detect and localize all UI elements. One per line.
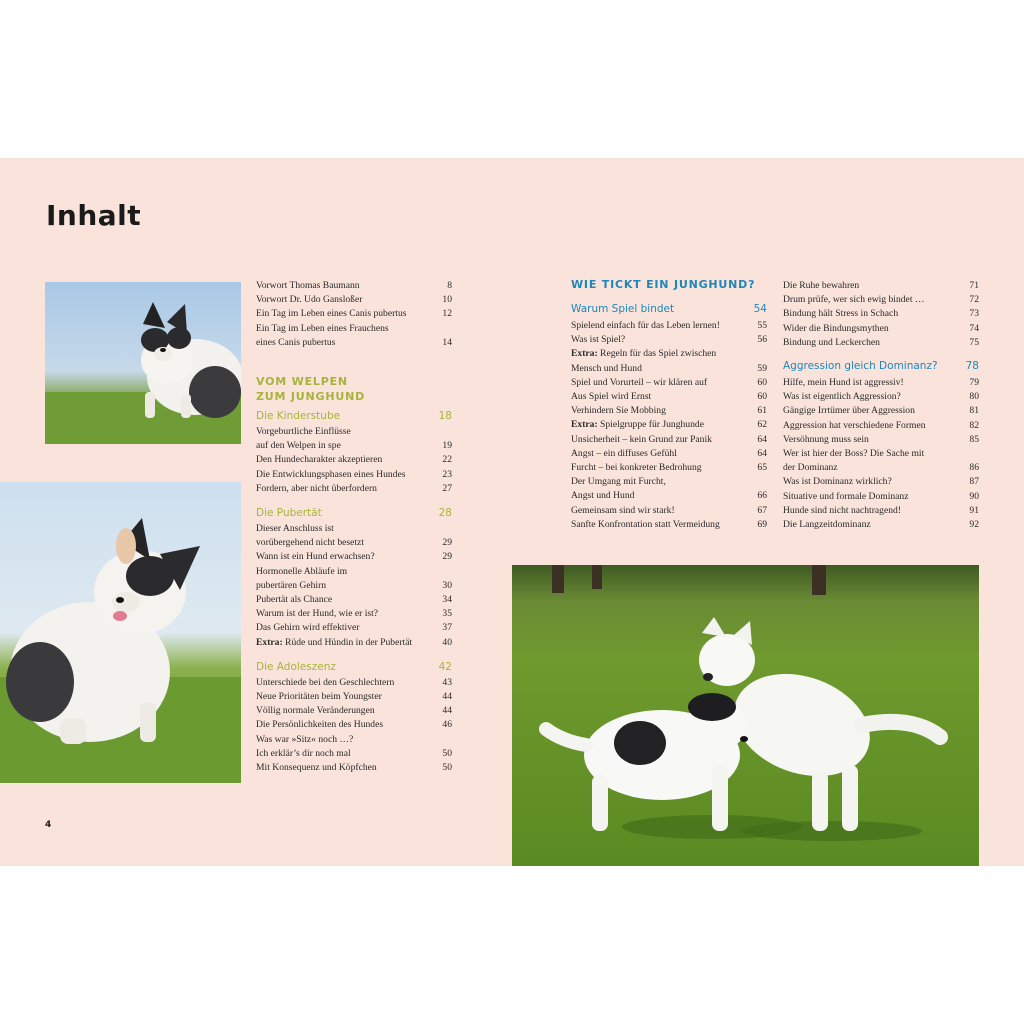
toc-entry[interactable]: Die Langzeitdominanz 92 <box>783 519 979 531</box>
toc-entry[interactable]: Spielend einfach für das Leben lernen! 55 <box>571 320 767 331</box>
toc-entry[interactable]: Bindung und Leckerchen 75 <box>783 336 979 348</box>
photo-papillon-small <box>45 282 241 444</box>
toc-entry[interactable]: Furcht – bei konkreter Bedrohung 65 <box>571 462 767 474</box>
toc-entry[interactable]: Die Entwicklungsphasen eines Hundes 23 <box>256 468 452 480</box>
toc-entry[interactable]: Hunde sind nicht nachtragend! 91 <box>783 504 979 516</box>
toc-entry[interactable]: Was ist Dominanz wirklich? 87 <box>783 476 979 488</box>
toc-entry[interactable]: Mensch und Hund 59 <box>571 362 767 374</box>
toc-entry[interactable]: der Dominanz 86 <box>783 462 979 474</box>
toc-entry[interactable]: Gängige Irrtümer über Aggression 81 <box>783 405 979 417</box>
chapter-heading[interactable]: Aggression gleich Dominanz? 78 <box>783 360 979 373</box>
toc-entry[interactable]: Pubertät als Chance 34 <box>256 594 452 606</box>
chapter-heading[interactable]: Die Adoleszenz 42 <box>256 660 452 673</box>
toc-entry[interactable]: Unterschiede bei den Geschlechtern 43 <box>256 676 452 688</box>
toc-entry[interactable]: Ein Tag im Leben eines Canis pubertus 12 <box>256 308 452 320</box>
toc-entry-extra[interactable]: Extra: Regeln für das Spiel zwischen <box>571 348 717 360</box>
toc-entry[interactable]: Versöhnung muss sein 85 <box>783 433 979 445</box>
chapter-heading[interactable]: Warum Spiel bindet 54 <box>571 303 767 315</box>
section-heading: VOM WELPEN ZUM JUNGHUND <box>256 375 366 404</box>
toc-entry[interactable]: Der Umgang mit Furcht, <box>571 476 666 488</box>
toc-column-2 <box>571 277 767 532</box>
toc-entry[interactable]: Den Hundecharakter akzeptieren 22 <box>256 454 452 466</box>
section-heading: WIE TICKT EIN JUNGHUND? <box>571 278 756 291</box>
toc-entry[interactable]: Angst und Hund 66 <box>571 490 767 502</box>
toc-entry[interactable]: Bindung hält Stress in Schach 73 <box>783 308 979 320</box>
toc-entry[interactable]: auf den Welpen in spe 19 <box>256 440 452 452</box>
toc-entry[interactable]: Völlig normale Veränderungen 44 <box>256 705 452 717</box>
toc-entry-extra[interactable]: Extra: Rüde und Hündin in der Pubertät 40 <box>256 636 452 648</box>
toc-entry[interactable]: Die Persönlichkeiten des Hundes 46 <box>256 719 452 731</box>
toc-entry[interactable]: Wer ist hier der Boss? Die Sache mit <box>783 448 925 460</box>
chapter-heading[interactable]: Die Kinderstube 18 <box>256 410 452 423</box>
toc-column-1 <box>256 279 452 775</box>
page-title: Inhalt <box>46 199 142 232</box>
toc-entry[interactable]: Vorwort Thomas Baumann 8 <box>256 280 452 291</box>
toc-entry[interactable]: Gemeinsam sind wir stark! 67 <box>571 504 767 516</box>
toc-entry[interactable]: Aus Spiel wird Ernst 60 <box>571 391 767 403</box>
toc-entry[interactable]: Was ist eigentlich Aggression? 80 <box>783 391 979 403</box>
toc-entry[interactable]: Ich erklär’s dir noch mal 50 <box>256 747 452 759</box>
toc-entry[interactable]: Unsicherheit – kein Grund zur Panik 64 <box>571 433 767 445</box>
toc-entry[interactable]: Angst – ein diffuses Gefühl 64 <box>571 447 767 459</box>
toc-column-3 <box>783 279 979 532</box>
toc-entry[interactable]: Spiel und Vorurteil – wir klären auf 60 <box>571 376 767 388</box>
toc-entry[interactable]: Mit Konsequenz und Köpfchen 50 <box>256 762 452 774</box>
toc-entry[interactable]: vorübergehend nicht besetzt 29 <box>256 537 452 549</box>
toc-entry[interactable]: Drum prüfe, wer sich ewig bindet … 72 <box>783 294 979 306</box>
toc-entry[interactable]: Vorwort Dr. Udo Gansloßer 10 <box>256 294 452 306</box>
toc-entry[interactable]: Sanfte Konfrontation statt Vermeidung 69 <box>571 518 767 530</box>
toc-entry[interactable]: Was ist Spiel? 56 <box>571 334 767 346</box>
toc-entry[interactable]: Ein Tag im Leben eines Frauchens <box>256 322 389 334</box>
toc-entry[interactable]: Hilfe, mein Hund ist aggressiv! 79 <box>783 377 979 389</box>
toc-entry[interactable]: eines Canis pubertus 14 <box>256 336 452 348</box>
toc-entry[interactable]: Das Gehirn wird effektiver 37 <box>256 622 452 634</box>
toc-entry[interactable]: Verhindern Sie Mobbing 61 <box>571 405 767 417</box>
toc-entry[interactable]: Situative und formale Dominanz 90 <box>783 490 979 502</box>
chapter-heading[interactable]: Die Pubertät 28 <box>256 507 452 520</box>
toc-entry[interactable]: Was war »Sitz« noch …? <box>256 733 354 745</box>
toc-entry[interactable]: Aggression hat verschiedene Formen 82 <box>783 419 979 431</box>
toc-entry[interactable]: Vorgeburtliche Einflüsse <box>256 426 351 438</box>
toc-entry-extra[interactable]: Extra: Spielgruppe für Junghunde 62 <box>571 419 767 431</box>
front-matter-list <box>256 279 452 350</box>
toc-entry[interactable]: Warum ist der Hund, wie er ist? 35 <box>256 608 452 620</box>
page-number: 4 <box>45 820 52 830</box>
toc-entry[interactable]: Wider die Bindungsmythen 74 <box>783 322 979 334</box>
toc-entry[interactable]: Wann ist ein Hund erwachsen? 29 <box>256 551 452 563</box>
toc-entry[interactable]: Dieser Anschluss ist <box>256 523 334 535</box>
toc-entry[interactable]: pubertären Gehirn 30 <box>256 579 452 591</box>
toc-entry[interactable]: Fordern, aber nicht überfordern 27 <box>256 482 452 494</box>
toc-entry[interactable]: Die Ruhe bewahren 71 <box>783 280 979 291</box>
toc-entry[interactable]: Hormonelle Abläufe im <box>256 565 348 577</box>
photo-papillon-large <box>0 482 241 783</box>
photo-puppies-playing <box>512 565 979 866</box>
toc-entry[interactable]: Neue Prioritäten beim Youngster 44 <box>256 691 452 703</box>
